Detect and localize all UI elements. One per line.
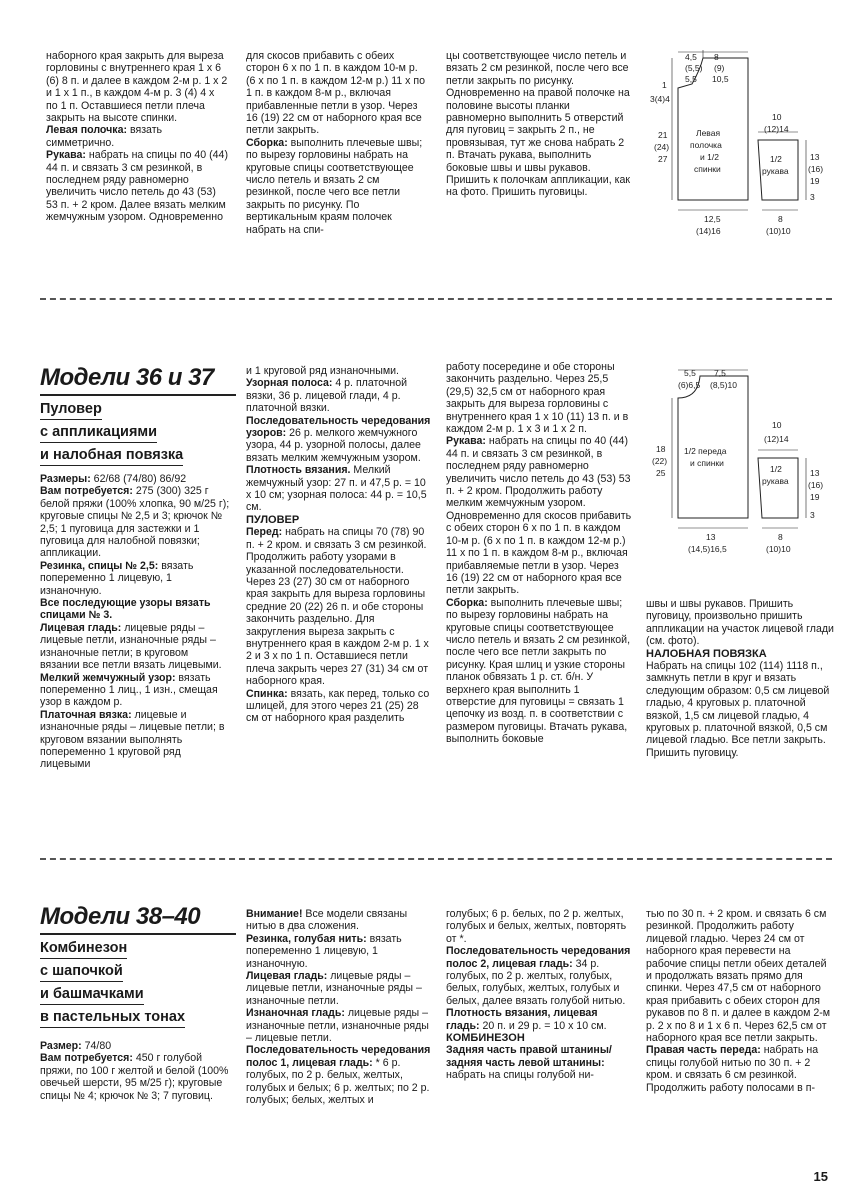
body-text: 450 г голубой пряжи, по 100 г желтой и белой (100% овечьей шерсти, 95 м/25 г); круговые спицы № 4; крючок № 3; 7 пуговиц. [40,1052,229,1102]
term: Все последующие узоры вязать спицами № 3. [40,597,211,622]
sleeve-dim-3: 3 [810,510,815,520]
paragraph [246,933,432,970]
dim-bot-2: (14,5)16,5 [688,544,727,554]
mid-col-4 [646,598,834,759]
paragraph [446,361,632,435]
dim-side-1: 3(4)4 [650,94,670,104]
paragraph [246,50,430,137]
body-text: лицевые ряды – изнаночные петли, изнаночные ряды – лицевые петли. [246,1007,429,1045]
paragraph [446,597,632,746]
term: Сборка: [246,136,288,149]
body-text: 26 р. мелкого жемчужного узора, 44 р. узорной полосы, далее вязать мелким жемчужным узором. [246,427,421,464]
paragraph [46,149,228,223]
paragraph [246,688,432,725]
term: Спинка: [246,687,288,700]
dim-top-2: 7,5 [714,368,726,378]
dim-side-3: (24) [654,142,670,152]
body-text: выполнить плечевые швы; по вырезу горловины набрать на круговые спицы соответствующее число петель и вязать 2 см резинкой, после чего все петли закрыть по рисунку. По вертикальным краям полочек набрать на спи- [246,136,423,236]
paragraph [446,945,632,1007]
sleeve-dim-top-2: (12)14 [764,434,789,444]
body-text: вязать попеременно 1 лицевую, 1 изнаночную. [246,932,402,970]
term: Плотность вязания, лицевая гладь: [446,1007,598,1032]
paragraph [40,709,230,771]
paragraph [246,365,432,377]
sleeve-label-2: рукава [762,476,789,486]
paragraph [646,908,834,1044]
mid-col-3 [446,361,632,746]
bot-col-4 [646,908,834,1094]
piece-label-3: и 1/2 [700,152,719,162]
body-text: 20 п. и 29 р. = 10 х 10 см. [479,1019,607,1032]
sleeve-dim-side-1: 13 [810,468,820,478]
term: Мелкий жемчужный узор: [40,671,176,684]
paragraph [446,1007,632,1032]
paragraph [246,1044,432,1106]
section-heading: НАЛОБНАЯ ПОВЯЗКА [646,647,767,660]
sleeve-label-1: 1/2 [770,464,782,474]
term: Платочная вязка: [40,708,132,721]
paragraph [446,1044,632,1081]
body-text: лицевые ряды – лицевые петли, изнаночные ряды – изнаночные петли; в круговом вязании все петли вязать лицевыми. [40,621,222,672]
paragraph [40,560,230,597]
body-text: 74/80 [81,1040,112,1052]
sleeve-dim-3: 3 [810,192,815,202]
piece-label-1: 1/2 переда [684,446,727,456]
dim-top-6: 10,5 [712,74,729,84]
paragraph [40,622,230,672]
bot-col-3 [446,908,632,1082]
dim-top-5: 5,5 [685,74,697,84]
model-title: Модели 38–40 [40,903,236,935]
dim-top-3: (6)6,5 [678,380,701,390]
top-col-2 [246,50,430,236]
paragraph [246,908,432,933]
section-heading: КОМБИНЕЗОН [446,1032,525,1045]
body-text: 62/68 (74/80) 86/92 [90,473,187,485]
paragraph [446,435,632,596]
paragraph [246,137,430,236]
body-text: голубых; 6 р. белых, по 2 р. желтых, голубых и белых, желтых, повторять от *. [446,908,627,945]
term: Правая часть переда: [646,1044,761,1057]
section-divider-2 [40,858,832,860]
paragraph [246,1007,432,1044]
page-number: 15 [813,1169,828,1184]
body-text: * 6 р. голубых, по 2 р. белых, желтых, голубых и белых; 6 р. желтых; по 2 р. голубых; белых, желтых и [246,1056,430,1107]
sleeve-dim-top-2: (12)14 [764,124,789,134]
sleeve-dim-bot-1: 8 [778,532,783,542]
mid-col-2 [246,365,432,725]
term: Вам потребуется: [40,485,133,498]
term: Внимание! [246,908,303,920]
body-text: выполнить плечевые швы; по вырезу горловины набрать на круговые спицы соответствующее число петель и вязать 2 см резинкой, после чего все петли закрыть по рисунку. Края шлиц и узкие стороны планок обвязать 1 р. ст. б/н. У верхнего края выполнить 1 отверстие для пуговицы = связать 1 цепочку из возд. п. в соответствии с размером пуговицы. Втачать рукава, выполнить боковые [446,596,631,746]
body-text: вязать симметрично. [46,124,163,149]
body-text: набрать на спицы по 40 (44) 44 п. и связать 3 см резинкой, в последнем ряду равномерно увеличить число петель до 43 (53) 53 п. + 2 кром. Продолжить работу мелким жемчужным узором. Одновременно для скосов прибавить с обеих сторон 6 х по 1 п. в каждом 10-м р. (6 х по 1 п. в каждом 12-м р.) 11 х по 1 п. в каждом 8-м р., включая прибавляемые петли в узор. Через 16 (19) 22 см от наборного края все петли закрыть. [446,435,632,597]
paragraph [446,908,632,945]
top-col-1 [46,50,228,224]
term: Последовательность чередования полос 1, лицевая гладь: [246,1044,431,1069]
piece-label-1: Левая [696,128,721,138]
paragraph [646,1044,834,1094]
paragraph [246,526,432,687]
body-text: 34 р. голубых, по 2 р. желтых, голубых, белых, голубых, желтых, голубых и белых, далее вязать голубой нитью. [446,957,626,1007]
dim-top-2: 8 [714,52,719,62]
paragraph [40,1052,230,1102]
body-text: вязать попеременно 1 лиц., 1 изн., смещая узор в каждом р. [40,671,218,709]
term: Рукава: [446,435,486,448]
term: Перед: [246,526,283,539]
dim-side-3: 25 [656,468,666,478]
body-text: набрать на спицы голубой ни- [446,1069,594,1082]
body-text: наборного края закрыть для выреза горловины с внутреннего края 1 х 6 (6) 8 п. и далее в каждом 2-м р. 1 х 2 и 1 х 1 п., в каждом 4-м р. 3 (4) 4 х по 1 п. Оставшиеся петли плеча закрыть на высоте спинки. [46,50,228,125]
dim-bot-1: 12,5 [704,214,721,224]
paragraph [40,473,230,485]
term: Рукава: [46,149,86,162]
body-text: тью по 30 п. + 2 кром. и связать 6 см резинкой. Продолжить работу лицевой гладью. Через 24 см от наборного края перевести на рабочие спицы петли обеих деталей и продолжать вязать прямо для спинки. Через 47,5 см от наборного края прибавить с обеих сторон для рукавов по 8 п. и далее в каждом 2-м р. 2 х по 8 и 1 х 6 п. Через 62,5 см от наборного края все петли закрыть. [646,908,831,1045]
body-text: цы соответствующее число петель и вязать 2 см резинкой, после чего все петли закрыть по рисунку. Одновременно на правой полочке на половине высоты планки равномерно выполнить 5 отверстий для пуговиц = закрыть 2 п., не провязывая, тут же снова набрать 2 п. Втачать рукава, выполнить боковые швы и швы рукавов. Пришить к полочкам аппликации, как на фото. Пришить пуговицы. [446,50,630,199]
dim-top-4: (8,5)10 [710,380,737,390]
dim-bot-1: 13 [706,532,716,542]
body-text: вязать, как перед, только со шлицей, для этого через 21 (25) 28 см от наборного края разделить [246,687,430,725]
body-text: швы и швы рукавов. Пришить пуговицу, произвольно пришить аппликации на участок лицевой глади (см. фото). [646,598,834,648]
sleeve-dim-side-3: 19 [810,176,820,186]
term: Плотность вязания. [246,464,351,477]
model-header-36-37 [40,364,236,470]
term: Левая полочка: [46,124,127,137]
body-text: набрать на спицы 70 (78) 90 п. + 2 кром. и связать 3 см резинкой. Продолжить работу узорами в указанной последовательности. Через 23 (27) 30 см от наборного края закрыть для выреза горловины средние 20 (22) 26 п. и обе стороны закончить раздельно. Для закругления выреза закрыть с внутреннего края в каждом 2-м р. 1 х 2 и 3 х по 1 п. Оставшиеся петли плеча закрыть через 27 (31) 34 см от наборного края. [246,526,429,688]
term: Размер: [40,1040,82,1052]
model-subtitle: Пуловер с аппликациями и налобная повязка [40,401,236,470]
body-text: работу посередине и обе стороны закончить раздельно. Через 25,5 (29,5) 32,5 см от наборного края закрыть для выреза горловины с внутреннего края 1 х 10 (11) 13 п. и в каждом 2-м р. 1 х 3 и 1 х 2 п. [446,361,629,436]
body-text: Мелкий жемчужный узор: 27 п. и 47,5 р. = 10 х 10 см; узорная полоса: 44 р. = 10,5 см. [246,464,427,514]
term: Изнаночная гладь: [246,1007,345,1020]
section-divider-1 [40,298,832,300]
dim-side-2: (22) [652,456,668,466]
body-text: для скосов прибавить с обеих сторон 6 х по 1 п. в каждом 10-м р. (6 х по 1 п. в каждом 12-м р.) 11 х по 1 п. в каждом 8-м р., включая прибавленные петли в узор. Через 16 (19) 22 см от наборного края все петли закрыть. [246,50,426,137]
body-text: лицевые и изнаночные ряды – лицевые петли; в круговом вязании выполнять попеременно 1 круговой ряд лицевыми [40,708,225,771]
paragraph [646,598,834,648]
mid-col-1 [40,473,230,771]
body-text: 4 р. платочной вязки, 36 р. лицевой глади, 4 р. платочной вязки. [246,377,408,415]
term: Размеры: [40,473,91,485]
piece-label-2: полочка [690,140,722,150]
sleeve-dim-bot-2: (10)10 [766,226,791,236]
model-header-38-40 [40,903,236,1032]
paragraph [246,377,432,414]
sleeve-dim-bot-1: 8 [778,214,783,224]
sleeve-label-1: 1/2 [770,154,782,164]
section-heading: ПУЛОВЕР [246,513,300,526]
paragraph [40,1040,230,1052]
sleeve-dim-side-2: (16) [808,164,824,174]
dim-top-4: (9) [714,63,725,73]
bot-col-1 [40,1040,230,1102]
body-text: вязать попеременно 1 лицевую, 1 изнаночную. [40,559,194,597]
body-text: и 1 круговой ряд изнаночными. [246,365,399,377]
sleeve-dim-side-3: 19 [810,492,820,502]
body-text: набрать на спицы по 40 (44) 44 п. и связать 3 см резинкой, в последнем ряду равномерно увеличить число петель до 43 (53) 53 п. + 2 кром. Далее вязать мелким жемчужным узором. Одновременно [46,149,228,224]
term: Вам потребуется: [40,1052,133,1065]
paragraph [246,464,432,514]
pattern-diagram-mid [648,368,838,578]
body-text: лицевые ряды – лицевые петли, изнаночные ряды – изнаночные петли. [246,970,422,1007]
paragraph [40,597,230,622]
piece-label-2: и спинки [690,458,724,468]
body-text: Все модели связаны нитью в два сложения. [246,908,408,933]
pattern-diagram-top [648,50,838,260]
dim-side-1: 18 [656,444,666,454]
dim-bot-2: (14)16 [696,226,721,236]
paragraph [246,970,432,1007]
sleeve-dim-top-1: 10 [772,420,782,430]
paragraph [46,50,228,124]
term: Последовательность чередования узоров: [246,414,431,440]
sleeve-dim-top-1: 10 [772,112,782,122]
dim-top-1: 5,5 [684,368,696,378]
paragraph [446,50,632,199]
term: Лицевая гладь: [40,621,122,634]
term: Задняя часть правой штанины/задняя часть левой штанины: [446,1044,612,1069]
paragraph [40,672,230,709]
dim-side-2: 21 [658,130,668,140]
body-text: набрать на спицы голубой нитью по 30 п. + 2 кром. и связать 6 см резинкой. Продолжить работу полосами в п- [646,1044,819,1094]
piece-label-4: спинки [694,164,721,174]
sleeve-dim-side-1: 13 [810,152,820,162]
term: Узорная полоса: [246,377,333,390]
dim-top-3: (5,5) [685,63,703,73]
dim-1: 1 [662,80,667,90]
model-subtitle: Комбинезон с шапочкой и башмачками в пастельных тонах [40,940,236,1032]
term: Последовательность чередования полос 2, лицевая гладь: [446,945,631,970]
body-text: Набрать на спицы 102 (114) 1118 п., замкнуть петли в круг и вязать следующим образом: 0,5 см лицевой гладью, 4 круговых р. платочной вязкой, 1,5 см лицевой гладью, 4 круговых р. платочной вязкой, 0,5 см лицевой гладью. Все петли закрыть. Пришить пуговицу. [646,660,830,759]
sleeve-label-2: рукава [762,166,789,176]
dim-top-1: 4,5 [685,52,697,62]
bot-col-2 [246,908,432,1107]
term: Резинка, голубая нить: [246,932,367,945]
term: Резинка, спицы № 2,5: [40,559,159,572]
paragraph [46,124,228,149]
paragraph [646,660,834,759]
sleeve-dim-bot-2: (10)10 [766,544,791,554]
term: Сборка: [446,596,488,609]
sleeve-dim-side-2: (16) [808,480,824,490]
body-text: 275 (300) 325 г белой пряжи (100% хлопка, 90 м/25 г); круговые спицы № 2,5 и 3; крючок № 2,5; 1 пуговица для застежки и 1 пуговица для налобной повязки; аппликации. [40,485,230,560]
term: Лицевая гладь: [246,970,328,983]
top-col-3 [446,50,632,199]
paragraph [40,485,230,559]
model-title: Модели 36 и 37 [40,364,236,396]
dim-side-4: 27 [658,154,668,164]
paragraph [246,415,432,465]
